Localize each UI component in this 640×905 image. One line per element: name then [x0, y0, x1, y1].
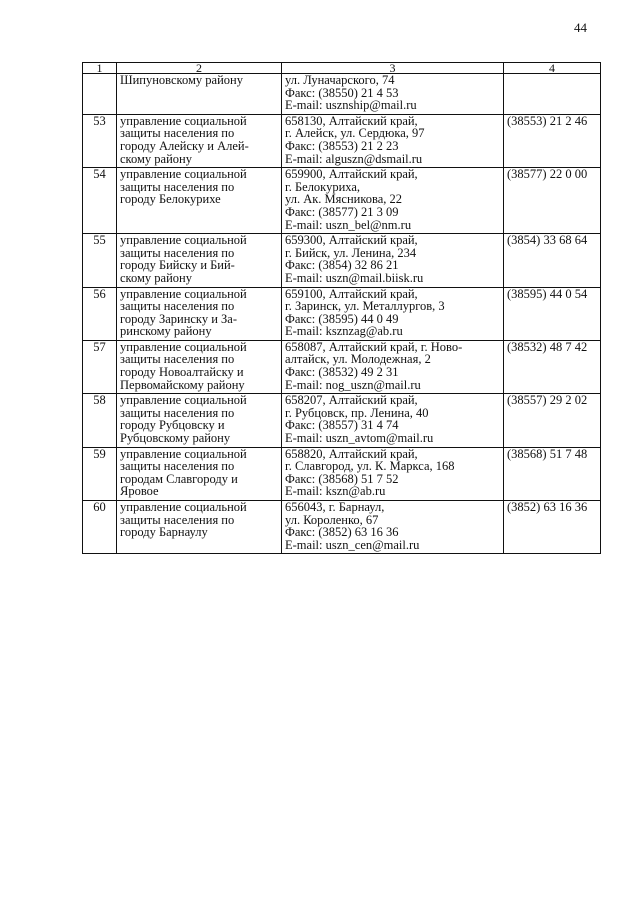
address-cell: [282, 501, 504, 554]
agency-name-line: ринскому району: [120, 324, 212, 339]
row-number-cell: 57: [83, 340, 117, 393]
agency-name-line: защиты населения по: [120, 126, 235, 141]
address-cell: [282, 74, 504, 115]
agency-name-line: защиты населения по: [120, 179, 235, 194]
agency-name-cell: [117, 168, 282, 234]
address-cell: [282, 287, 504, 340]
address-line: E-mail: ksznzag@ab.ru: [285, 324, 403, 339]
row-number-cell: 56: [83, 287, 117, 340]
page-number: 44: [574, 20, 587, 35]
phone-cell: (38568) 51 7 48: [504, 447, 601, 500]
address-line: г. Рубцовск, пр. Ленина, 40: [285, 405, 429, 420]
address-line: Факс: (38553) 21 2 23: [285, 138, 399, 153]
address-line: г. Белокуриха,: [285, 179, 361, 194]
agency-name-cell: [117, 501, 282, 554]
column-header-phone: 4: [504, 63, 601, 74]
table-row: [83, 340, 601, 393]
address-line: ул. Короленко, 67: [285, 512, 379, 527]
phone-cell: (38532) 48 7 42: [504, 340, 601, 393]
agency-name-line: Рубцовскому району: [120, 431, 231, 446]
agency-name-line: управление социальной: [120, 447, 247, 461]
agency-name-cell: [117, 234, 282, 287]
column-header-address: 3: [282, 63, 504, 74]
row-number-cell: 58: [83, 394, 117, 447]
agency-name-line: городу Бийску и Бий-: [120, 258, 235, 273]
table-row: [83, 234, 601, 287]
address-line: E-mail: uszn_bel@nm.ru: [285, 217, 412, 232]
address-cell: [282, 447, 504, 500]
agency-name-line: городу Заринску и За-: [120, 311, 237, 326]
agency-name-cell: [117, 114, 282, 167]
row-number-cell: 55: [83, 234, 117, 287]
address-line: 658207, Алтайский край,: [285, 393, 418, 408]
address-line: 658130, Алтайский край,: [285, 114, 418, 128]
agency-name-line: городу Рубцовску и: [120, 418, 225, 433]
row-number-cell: 53: [83, 114, 117, 167]
address-line: E-mail: usznship@mail.ru: [285, 98, 417, 113]
table-row: [83, 168, 601, 234]
agency-name-line: городу Барнаулу: [120, 525, 208, 540]
column-header-name: 2: [117, 63, 282, 74]
table-row: [83, 501, 601, 554]
address-line: г. Бийск, ул. Ленина, 234: [285, 245, 417, 260]
address-line: E-mail: kszn@ab.ru: [285, 484, 386, 499]
phone-cell: (3854) 33 68 64: [504, 234, 601, 287]
table-row: [83, 394, 601, 447]
agency-name-line: городу Алейску и Алей-: [120, 138, 249, 153]
agency-name-line: управление социальной: [120, 114, 247, 128]
agency-name-line: защиты населения по: [120, 459, 235, 474]
address-line: E-mail: uszn_cen@mail.ru: [285, 537, 420, 552]
phone-cell: (38595) 44 0 54: [504, 287, 601, 340]
address-line: Факс: (3854) 32 86 21: [285, 258, 399, 273]
table-row: [83, 114, 601, 167]
address-cell: [282, 340, 504, 393]
address-line: E-mail: nog_uszn@mail.ru: [285, 377, 421, 392]
address-line: ул. Ак. Мясникова, 22: [285, 192, 403, 207]
agency-name-cell: [117, 394, 282, 447]
address-line: Факс: (3852) 63 16 36: [285, 525, 399, 540]
agency-name-line: защиты населения по: [120, 352, 235, 367]
agency-name-line: защиты населения по: [120, 299, 235, 314]
address-line: Факс: (38595) 44 0 49: [285, 311, 399, 326]
row-number-cell: 59: [83, 447, 117, 500]
address-line: E-mail: uszn_avtom@mail.ru: [285, 431, 434, 446]
phone-cell: [504, 74, 601, 115]
row-number-cell: 54: [83, 168, 117, 234]
address-cell: [282, 114, 504, 167]
address-line: ул. Луначарского, 74: [285, 73, 395, 87]
agency-name-line: городу Белокурихе: [120, 192, 221, 207]
phone-cell: (3852) 63 16 36: [504, 501, 601, 554]
agency-name-cell: [117, 74, 282, 115]
address-line: 659900, Алтайский край,: [285, 167, 418, 182]
agency-name-line: управление социальной: [120, 500, 247, 514]
agency-name-line: Яровое: [120, 484, 159, 499]
address-line: Факс: (38577) 21 3 09: [285, 204, 399, 219]
table-row: [83, 447, 601, 500]
address-line: 659300, Алтайский край,: [285, 233, 418, 248]
address-cell: [282, 168, 504, 234]
agency-name-line: управление социальной: [120, 167, 247, 182]
agency-name-cell: [117, 287, 282, 340]
agency-name-line: Шипуновскому району: [120, 73, 243, 87]
agency-name-line: скому району: [120, 151, 192, 166]
agency-name-line: городам Славгороду и: [120, 471, 238, 486]
agency-name-line: защиты населения по: [120, 512, 235, 527]
agency-name-line: управление социальной: [120, 233, 247, 248]
agency-name-line: управление социальной: [120, 287, 247, 301]
address-line: Факс: (38550) 21 4 53: [285, 85, 399, 100]
agency-name-line: защиты населения по: [120, 405, 235, 420]
address-line: Факс: (38568) 51 7 52: [285, 471, 399, 486]
agency-name-line: защиты населения по: [120, 245, 235, 260]
contacts-table-body: [83, 63, 601, 554]
address-line: г. Заринск, ул. Металлургов, 3: [285, 299, 445, 314]
address-line: г. Алейск, ул. Сердюка, 97: [285, 126, 425, 141]
address-line: алтайск, ул. Молодежная, 2: [285, 352, 431, 367]
address-line: 658820, Алтайский край,: [285, 447, 418, 461]
address-cell: [282, 234, 504, 287]
agency-name-line: скому району: [120, 270, 192, 285]
address-line: E-mail: alguszn@dsmail.ru: [285, 151, 423, 166]
row-number-cell: 60: [83, 501, 117, 554]
address-cell: [282, 394, 504, 447]
address-line: Факс: (38532) 49 2 31: [285, 365, 399, 380]
phone-cell: (38557) 29 2 02: [504, 394, 601, 447]
column-header-number: 1: [83, 63, 117, 74]
table-row: [83, 74, 601, 115]
phone-cell: (38577) 22 0 00: [504, 168, 601, 234]
table-row: [83, 287, 601, 340]
row-number-cell: [83, 74, 117, 115]
agency-name-line: городу Новоалтайску и: [120, 365, 244, 380]
agency-name-cell: [117, 340, 282, 393]
agency-name-cell: [117, 447, 282, 500]
address-line: 658087, Алтайский край, г. Ново-: [285, 340, 463, 354]
agency-name-line: Первомайскому району: [120, 377, 245, 392]
agency-name-line: управление социальной: [120, 393, 247, 408]
table-header-row: [83, 63, 601, 74]
phone-cell: (38553) 21 2 46: [504, 114, 601, 167]
address-line: г. Славгород, ул. К. Маркса, 168: [285, 459, 455, 474]
address-line: 656043, г. Барнаул,: [285, 500, 385, 514]
address-line: 659100, Алтайский край,: [285, 287, 418, 301]
address-line: E-mail: uszn@mail.biisk.ru: [285, 270, 424, 285]
address-line: Факс: (38557) 31 4 74: [285, 418, 399, 433]
agency-name-line: управление социальной: [120, 340, 247, 354]
contacts-table: [82, 62, 601, 554]
